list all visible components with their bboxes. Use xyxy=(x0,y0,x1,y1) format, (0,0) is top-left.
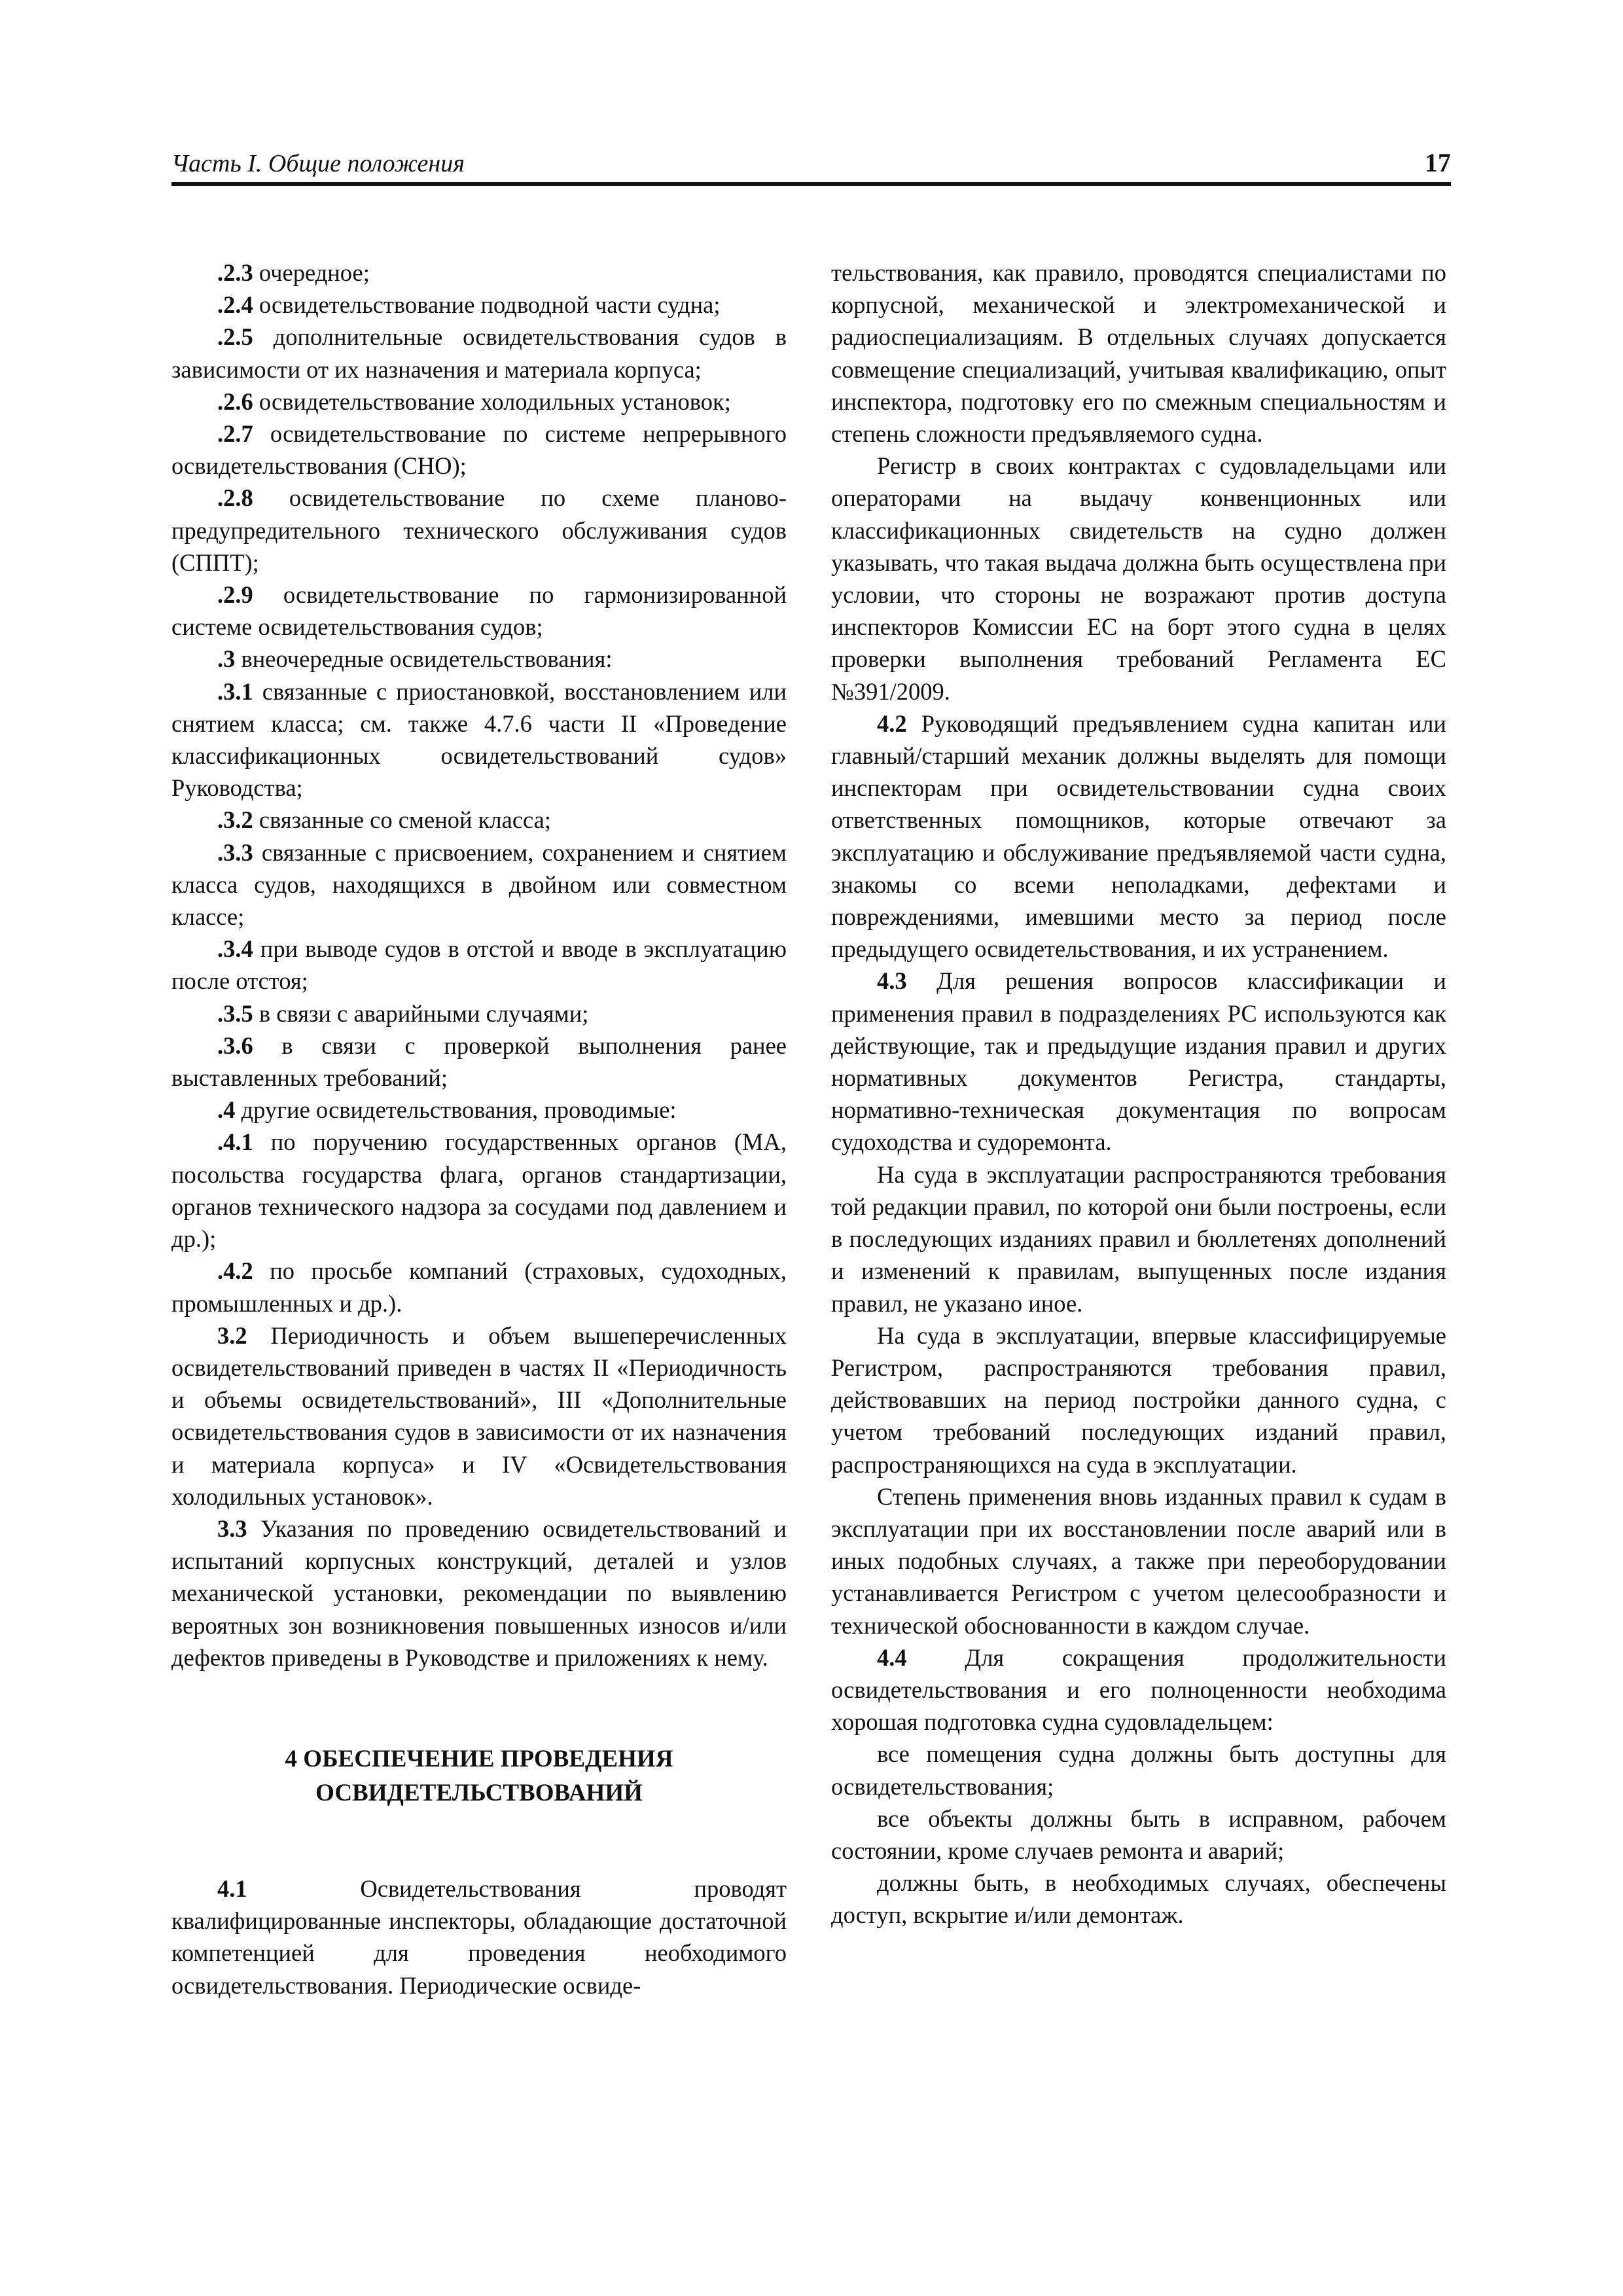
paragraph xyxy=(171,386,787,418)
paragraph xyxy=(171,1255,787,1319)
header-title: Часть I. Общие положения xyxy=(171,150,465,177)
paragraph-text: На суда в эксплуатации, впервые классифицируемые Регистром, распространяются требования правил, действовавших на период постройки данного судна, с учетом требований последующих изданий правил, распространяющихся на суда в эксплуатации. xyxy=(831,1321,1446,1478)
paragraph-number: .3.3 xyxy=(217,838,253,866)
paragraph xyxy=(171,1126,787,1255)
paragraph xyxy=(171,836,787,933)
paragraph-number: .2.5 xyxy=(217,323,253,351)
section-heading-line1: 4 ОБЕСПЕЧЕНИЕ ПРОВЕДЕНИЯ xyxy=(285,1745,673,1772)
paragraph-text: связанные с присвоением, сохранением и снятием класса судов, находящихся в двойном или совместном классе; xyxy=(171,838,787,931)
paragraph xyxy=(171,321,787,385)
paragraph-text: все объекты должны быть в исправном, рабочем состоянии, кроме случаев ремонта и аварий; xyxy=(831,1804,1446,1864)
paragraph xyxy=(171,1030,787,1094)
paragraph xyxy=(831,1738,1446,1802)
paragraph-number: .2.7 xyxy=(217,420,253,448)
paragraph-text: освидетельствование по гармонизированной системе освидетельствования судов; xyxy=(171,581,787,641)
paragraph-text: внеочередные освидетельствования: xyxy=(235,645,613,673)
paragraph-text: освидетельствование холодильных установок; xyxy=(253,387,731,415)
paragraph xyxy=(831,257,1446,450)
paragraph-number: .2.6 xyxy=(217,387,253,415)
paragraph xyxy=(171,1513,787,1674)
paragraph-text: связанные с приостановкой, восстановлением или снятием класса; см. также 4.7.6 части II «Проведение классификационных освидетельствований судов» Руководства; xyxy=(171,677,787,802)
paragraph xyxy=(171,933,787,997)
section-heading-line2: ОСВИДЕТЕЛЬСТВОВАНИЙ xyxy=(315,1779,643,1806)
paragraph-text: Для сокращения продолжительности освидетельствования и его полноценности необходима хорошая подготовка судна судовладельцем: xyxy=(831,1643,1446,1736)
paragraph xyxy=(831,1158,1446,1319)
paragraph-number: .3 xyxy=(217,645,236,673)
paragraph-text: по поручению государственных органов (МА, посольства государства флага, органов стандартизации, органов технического надзора за сосудами под давлением и др.); xyxy=(171,1128,787,1253)
paragraph-text: очередное; xyxy=(253,259,370,286)
paragraph xyxy=(171,1094,787,1126)
paragraph-text: дополнительные освидетельствования судов в зависимости от их назначения и материала корпуса; xyxy=(171,323,787,383)
paragraph-number: 4.1 xyxy=(217,1874,247,1902)
paragraph xyxy=(171,418,787,482)
paragraph-number: 4.2 xyxy=(877,709,907,737)
running-header xyxy=(171,143,1451,186)
paragraph xyxy=(831,1319,1446,1480)
paragraph-text: связанные со сменой класса; xyxy=(253,806,552,834)
paragraph-number: .2.9 xyxy=(217,581,253,609)
paragraph xyxy=(831,1867,1446,1931)
paragraph xyxy=(171,1319,787,1513)
paragraph-text: Указания по проведению освидетельствований и испытаний корпусных конструкций, деталей и узлов механической установки, рекомендации по выявлению вероятных зон возникновения повышенных износов и/или дефектов приведены в Руководстве и приложениях к нему. xyxy=(171,1515,787,1671)
paragraph-text: при выводе судов в отстой и вводе в эксплуатацию после отстоя; xyxy=(171,935,787,995)
paragraph xyxy=(831,1803,1446,1867)
paragraph-text: На суда в эксплуатации распространяются требования той редакции правил, по которой они были построены, если в последующих изданиях правил и бюллетенях дополнений и изменений к правилам, выпущенных после издания правил, не указано иное. xyxy=(831,1160,1446,1317)
paragraph-number: .4.1 xyxy=(217,1128,253,1156)
paragraph-text: Периодичность и объем вышеперечисленных освидетельствований приведен в частях II «Периодичность и объемы освидетельствований», III «Дополнительные освидетельствования судов в зависимости от их назначения и материала корпуса» и IV «Освидетельствования холодильных установок». xyxy=(171,1321,787,1510)
paragraph xyxy=(171,257,787,289)
paragraph-text: Для решения вопросов классификации и применения правил в подразделениях РС используются как действующие, так и предыдущие издания правил и других нормативных документов Регистра, стандарты, нормативно-техническая документация по вопросам судоходства и судоремонта. xyxy=(831,967,1446,1156)
paragraph xyxy=(171,289,787,321)
paragraph-number: .3.1 xyxy=(217,677,253,705)
paragraph-number: .3.5 xyxy=(217,999,253,1027)
paragraph xyxy=(171,675,787,804)
paragraph-number: .2.8 xyxy=(217,484,253,512)
paragraph xyxy=(831,450,1446,708)
paragraph-text: другие освидетельствования, проводимые: xyxy=(235,1096,677,1124)
paragraph-number: .4.2 xyxy=(217,1257,253,1285)
paragraph-number: .2.3 xyxy=(217,259,253,286)
paragraph-text: Руководящий предъявлением судна капитан или главный/старший механик должны выделять для помощи инспекторам при освидетельствовании судна своих ответственных помощников, которые отвечают за эксплуатацию и обслуживание предъявляемой части судна, знакомы со всеми неполадками, дефектами и повреждениями, имевшими место за период после предыдущего освидетельствования, и их устранением. xyxy=(831,709,1446,963)
paragraph-number: .4 xyxy=(217,1096,236,1124)
paragraph-text: в связи с проверкой выполнения ранее выставленных требований; xyxy=(171,1031,787,1092)
paragraph xyxy=(831,965,1446,1158)
paragraph-text: Освидетельствования проводят квалифицированные инспекторы, обладающие достаточной компетенцией для проведения необходимого освидетельствования. Периодические освиде- xyxy=(171,1874,787,1999)
paragraph-number: .3.6 xyxy=(217,1031,253,1059)
paragraph xyxy=(831,1641,1446,1738)
paragraph-text: должны быть, в необходимых случаях, обеспечены доступ, вскрытие и/или демонтаж. xyxy=(831,1869,1446,1929)
paragraph-number: 4.4 xyxy=(877,1643,907,1671)
paragraph-text: освидетельствование по схеме планово-предупредительного технического обслуживания судов (СППТ); xyxy=(171,484,787,576)
paragraph xyxy=(171,997,787,1030)
page-number: 17 xyxy=(1425,148,1451,177)
paragraph-number: 4.3 xyxy=(877,967,907,995)
paragraph xyxy=(171,804,787,836)
paragraph-number: 3.3 xyxy=(217,1515,247,1542)
paragraph xyxy=(171,579,787,643)
paragraph xyxy=(171,482,787,579)
paragraph-text: в связи с аварийными случаями; xyxy=(253,999,589,1027)
paragraph-text: тельствования, как правило, проводятся специалистами по корпусной, механической и электромеханической и радиоспециализациям. В отдельных случаях допускается совмещение специализаций, учитывая квалификацию, опыт инспектора, подготовку его по смежным специальностям и степень сложности предъявляемого судна. xyxy=(831,259,1446,448)
paragraph-number: .3.2 xyxy=(217,806,253,834)
paragraph-text: Степень применения вновь изданных правил к судам в эксплуатации при их восстановлении после аварий или в иных подобных случаях, а также при переоборудовании устанавливается Регистром с учетом целесообразности и технической обоснованности в каждом случае. xyxy=(831,1482,1446,1639)
paragraph-number: 3.2 xyxy=(217,1321,247,1349)
paragraph-text: освидетельствование подводной части судна; xyxy=(253,291,721,319)
paragraph-text: Регистр в своих контрактах с судовладельцами или операторами на выдачу конвенционных или классификационных свидетельств на судно должен указывать, что такая выдача должна быть осуществлена при условии, что стороны не возражают против доступа инспекторов Комиссии ЕС на борт этого судна в целях проверки выполнения требований Регламента ЕС №391/2009. xyxy=(831,452,1446,705)
section-heading xyxy=(171,1742,787,1810)
paragraph-text: по просьбе компаний (страховых, судоходных, промышленных и др.). xyxy=(171,1257,787,1317)
right-column xyxy=(831,257,1446,1931)
paragraph-text: все помещения судна должны быть доступны для освидетельствования; xyxy=(831,1740,1446,1800)
left-column xyxy=(171,257,787,2001)
paragraph xyxy=(831,708,1446,965)
paragraph-text: освидетельствование по системе непрерывного освидетельствования (СНО); xyxy=(171,420,787,480)
paragraph-number: .2.4 xyxy=(217,291,253,319)
paragraph xyxy=(831,1480,1446,1641)
paragraph-number: .3.4 xyxy=(217,935,253,963)
paragraph xyxy=(171,1873,787,2001)
paragraph xyxy=(171,643,787,675)
